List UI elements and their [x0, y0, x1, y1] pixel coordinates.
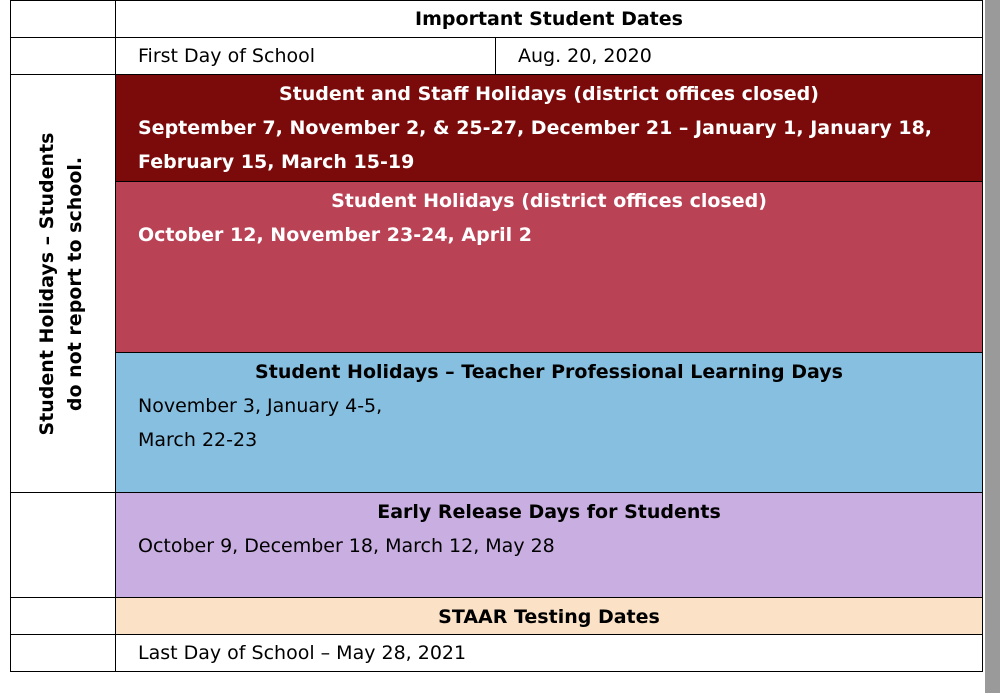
- professional-learning-dates-line2: March 22-23: [138, 429, 258, 451]
- staff-holidays-title: Student and Staff Holidays (district offices closed): [279, 83, 819, 105]
- student-holidays-dates: October 12, November 23-24, April 2: [138, 224, 532, 246]
- staff-holidays-section: [116, 75, 983, 182]
- first-day-label: First Day of School: [116, 38, 496, 75]
- professional-learning-section: [116, 353, 983, 493]
- student-holidays-section: [116, 182, 983, 353]
- last-day-text: Last Day of School – May 28, 2021: [116, 635, 983, 672]
- important-dates-table: [10, 0, 983, 672]
- staar-section: [116, 598, 983, 635]
- early-release-dates: October 9, December 18, March 12, May 28: [138, 535, 555, 557]
- professional-learning-title: Student Holidays – Teacher Professional Learning Days: [255, 361, 843, 383]
- side-label-line1: Student Holidays – Students: [36, 132, 58, 435]
- table-title: Important Student Dates: [116, 1, 983, 38]
- blank-cell: [11, 598, 116, 635]
- side-label-cell: [11, 75, 116, 493]
- first-day-value: Aug. 20, 2020: [496, 38, 983, 75]
- early-release-title: Early Release Days for Students: [377, 501, 721, 523]
- professional-learning-dates-line1: November 3, January 4-5,: [138, 395, 383, 417]
- side-label-line2: do not report to school.: [64, 156, 86, 411]
- staar-title: STAAR Testing Dates: [438, 606, 660, 628]
- student-holidays-title: Student Holidays (district offices closed): [331, 190, 767, 212]
- side-label: [33, 84, 93, 484]
- blank-cell: [11, 1, 116, 38]
- staff-holidays-dates: September 7, November 2, & 25-27, December 21 – January 1, January 18, February 15, March 15-19: [138, 117, 933, 173]
- blank-cell: [11, 38, 116, 75]
- blank-cell: [11, 493, 116, 598]
- early-release-section: [116, 493, 983, 598]
- right-edge-bar: [985, 0, 1000, 693]
- blank-cell: [11, 635, 116, 672]
